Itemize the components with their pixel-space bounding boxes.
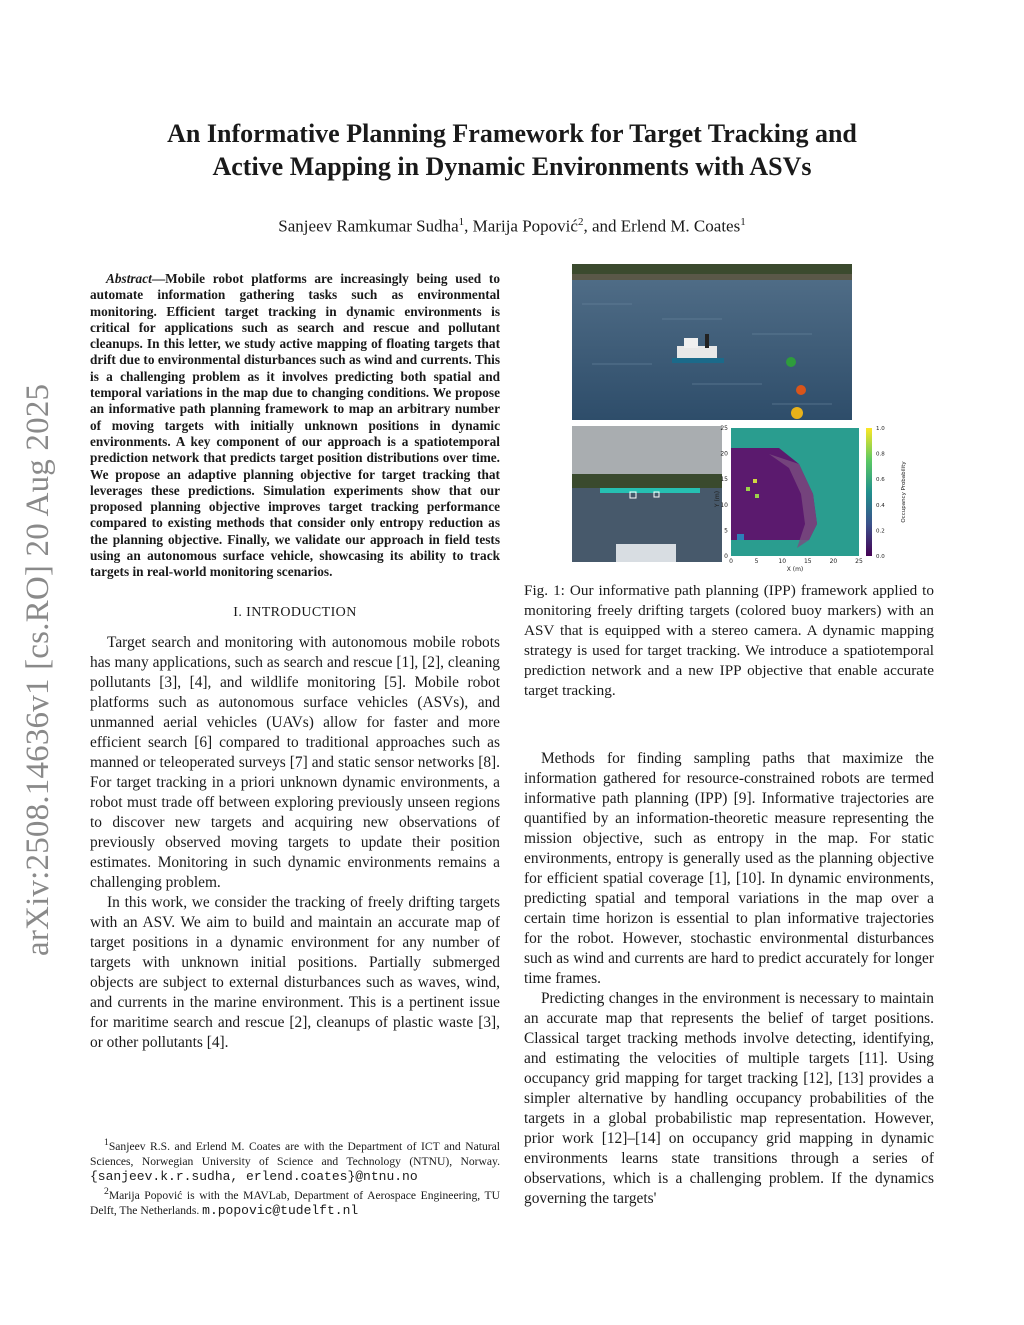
paper-title	[120, 117, 904, 183]
left-column	[90, 271, 500, 1053]
colorbar	[866, 428, 872, 556]
intro-paragraph-1: Target search and monitoring with autonomous mobile robots has many applications, such as search and rescue [1], [2], cleaning pollutants [3], [4], and wildlife monitoring [5]. Mobile robot platforms such as autonomous surface vehicles (ASVs), and unmanned aerial vehicles (UAVs) allow for faster and more efficient search [6] compared to traditional approaches such as manned or teleoperated surveys [7] and static sensor networks [8]. For target tracking in a priori unknown dynamic environments, a robot must trade off between exploring previously unseen regions to discover new targets and acquiring new observations of previously observed moving targets to update their position estimates. Monitoring in such dynamic environments remains a challenging problem.	[90, 633, 500, 891]
x-tick-label: 25	[855, 558, 863, 565]
stereo-camera-view	[572, 426, 722, 562]
footnote-1-text: Sanjeev R.S. and Erlend M. Coates are with the Department of ICT and Natural Sciences, Norwegian University of Science and Technology (NTNU), Norway.	[90, 1139, 500, 1168]
right-column	[524, 262, 934, 1209]
colorbar-tick-labels	[876, 426, 885, 560]
y-tick-label: 10	[720, 501, 728, 509]
section-heading-introduction	[90, 605, 500, 621]
colorbar-tick: 0.6	[876, 477, 885, 484]
colorbar-tick: 0.0	[876, 554, 885, 560]
yellow-buoy	[791, 407, 803, 419]
asv-lake-photo	[572, 264, 852, 420]
author-3-affiliation: 1	[740, 216, 746, 228]
y-tick-labels	[720, 425, 728, 560]
figure-1-caption: Fig. 1: Our informative path planning (IPP) framework applied to monitoring freely drifting targets (colored buoy markers) with an ASV that is equipped with a stereo camera. A dynamic mapping strategy is used for target tracking. We introduce a spatiotemporal prediction network and a new IPP objective that enable accurate target tracking.	[524, 582, 934, 699]
section-number: I.	[233, 604, 247, 620]
footnote-1-mark: 1	[104, 1137, 109, 1148]
abstract-text: Mobile robot platforms are increasingly being used to automate information gathering tasks such as environmental monitoring. Efficient target tracking in dynamic environments is critical for applications such as search and rescue and pollutant cleanups. In this letter, we study active mapping of floating targets that drift due to environmental disturbances such as wind and currents. This is a challenging problem as it involves predicting both spatial and temporal variations in the map due to changing conditions. We propose an informative path planning framework to map an arbitrary number of moving targets with initially unknown positions in dynamic environments. A key component of our approach is a spatiotemporal prediction network that predicts target position distributions over time. We propose an adaptive planning objective for target tracking that leverages these predictions. Simulation experiments show that our proposed planning objective improves target tracking performance compared to existing methods that consider only entropy reduction as the planning objective. Finally, we validate our approach in field tests using an autonomous surface vehicle, showcasing its ability to track targets in real-world monitoring scenarios.	[90, 271, 500, 580]
figure-1	[524, 262, 934, 573]
title-line-1: An Informative Planning Framework for Target Tracking and	[167, 119, 857, 148]
y-tick-label: 20	[720, 450, 728, 458]
green-buoy	[786, 357, 796, 367]
title-line-2: Active Mapping in Dynamic Environments with ASVs	[212, 152, 812, 181]
plot-x-axis-label: X (m)	[786, 566, 804, 573]
intro-paragraph-2: In this work, we consider the tracking of freely drifting targets with an ASV. We aim to build and maintain an accurate map of target positions in a dynamic environment for any number of targets with unknown initial positions. Partially submerged objects are subject to external disturbances such as waves, wind, and currents in the marine environment. This is a pertinent issue for maritime search and rescue [2], cleanups of plastic waste [3], or other pollutants [4].	[90, 893, 500, 1051]
colorbar-tick: 0.8	[876, 451, 885, 458]
ipp-paragraph-1: Methods for finding sampling paths that maximize the information gathered for resource-constrained robots are termed informative path planning (IPP) [9]. Informative trajectories are quantified by an information-theoretic measure representing the mission objective, such as entropy in the map. For static environments, entropy is generally used as the planning objective for efficient spatial coverage [1], [10]. In dynamic environments, predicting spatial and temporal variations in the map over a certain time horizon is essential to plan informative trajectories for the robot. However, stochastic environmental disturbances such as wind and currents are hard to predict accurately for longer time frames.	[524, 750, 934, 987]
author-2-affiliation: 2	[577, 216, 584, 228]
section-title-rest: NTRODUCTION	[251, 604, 357, 620]
footnote-2	[90, 1184, 500, 1218]
abstract-label: Abstract	[106, 271, 152, 286]
author-3: Erlend M. Coates	[620, 216, 741, 236]
orange-buoy	[796, 385, 806, 395]
footnotes	[90, 1135, 500, 1218]
x-tick-label: 10	[778, 558, 787, 565]
occupancy-grid-plot	[709, 424, 934, 574]
y-tick-label: 5	[724, 527, 728, 535]
y-tick-label: 15	[720, 476, 728, 484]
y-tick-label: 0	[724, 553, 728, 560]
x-tick-labels	[729, 558, 863, 565]
arxiv-identifier: arXiv:2508.14636v1 [cs.RO] 20 Aug 2025	[20, 383, 56, 956]
plot-y-axis-label: Y (m)	[714, 490, 721, 508]
section-title-initial: I	[246, 604, 252, 620]
author-list	[120, 211, 904, 238]
footnote-1-email: {sanjeev.k.r.sudha, erlend.coates}@ntnu.no	[90, 1168, 418, 1184]
footnote-2-mark: 2	[104, 1185, 109, 1197]
x-tick-label: 0	[729, 558, 733, 565]
colorbar-tick: 0.4	[876, 502, 885, 509]
abstract-dash: —	[151, 271, 166, 286]
author-conjunction: , and	[583, 216, 621, 236]
y-tick-label: 25	[720, 425, 728, 432]
footnote-2-text: Marija Popović is with the MAVLab, Department of Aerospace Engineering, TU Delft, The Netherlands.	[90, 1188, 500, 1217]
right-column-body	[524, 749, 934, 1209]
colorbar-label: Occupancy Probability	[901, 461, 907, 523]
author-2: Marija Popović	[472, 216, 578, 236]
x-tick-label: 5	[754, 558, 759, 565]
abstract	[90, 271, 500, 581]
author-1: Sanjeev Ramkumar Sudha	[278, 216, 459, 236]
colorbar-tick: 1.0	[876, 426, 885, 432]
author-1-affiliation: 1	[458, 216, 465, 228]
ipp-paragraph-2: Predicting changes in the environment is necessary to maintain an accurate map that represents the belief of target positions. Classical target tracking methods involve detecting, identifying, and estimating the velocities of multiple targets [11]. Using occupancy grid mapping for target tracking [12], [13] provides a simpler alternative by handling occupancy probabilities of the targets in a global probabilistic map representation. However, prior work [12]–[14] on occupancy grid mapping in dynamic environments learns state transitions through a series of observations, which is a challenging problem. If the dynamics governing the targets'	[524, 990, 934, 1207]
footnote-1	[90, 1135, 500, 1184]
colorbar-tick: 0.2	[876, 528, 885, 535]
author-separator: ,	[464, 216, 473, 236]
x-tick-label: 20	[829, 558, 838, 565]
x-tick-label: 15	[803, 558, 812, 565]
footnote-2-email: m.popovic@tudelft.nl	[202, 1202, 359, 1218]
